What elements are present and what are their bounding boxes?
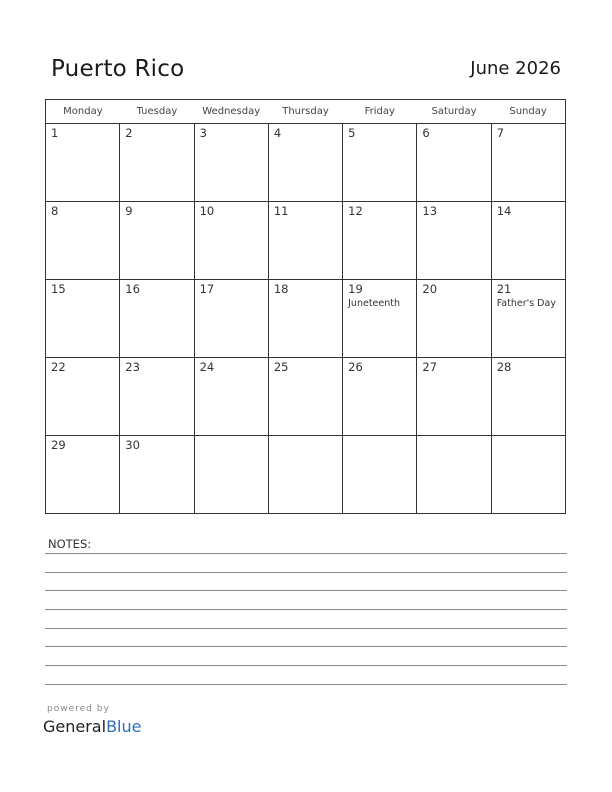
day-cell[interactable] <box>194 124 268 202</box>
day-cell[interactable] <box>194 280 268 358</box>
day-cell-content <box>492 202 565 221</box>
day-cell-content <box>492 436 565 442</box>
day-cell-content <box>195 358 268 377</box>
weekday-saturday: Saturday <box>417 100 491 124</box>
weekday-tuesday: Tuesday <box>120 100 194 124</box>
day-cell[interactable] <box>194 202 268 280</box>
week-row <box>46 202 566 280</box>
day-number: 11 <box>273 204 289 218</box>
day-cell-content <box>343 124 416 143</box>
day-cell[interactable] <box>46 436 120 514</box>
day-cell-content <box>343 436 416 442</box>
holiday-label: Juneteenth <box>348 298 400 309</box>
day-number: 4 <box>273 126 282 140</box>
day-cell-content <box>46 358 119 377</box>
day-cell[interactable] <box>268 280 342 358</box>
day-cell-content <box>492 124 565 143</box>
week-row <box>46 124 566 202</box>
day-cell-content <box>269 280 342 299</box>
notes-line <box>45 590 567 591</box>
day-number: 25 <box>273 360 289 374</box>
day-number: 9 <box>125 204 133 218</box>
day-number: 24 <box>199 360 215 374</box>
day-cell[interactable] <box>343 202 417 280</box>
day-cell-content <box>343 358 416 377</box>
day-cell[interactable] <box>491 202 565 280</box>
day-cell[interactable] <box>120 124 194 202</box>
day-number: 22 <box>51 360 66 374</box>
day-cell[interactable] <box>120 436 194 514</box>
day-cell-content <box>492 358 565 377</box>
day-cell[interactable] <box>417 436 491 514</box>
month-title: June 2026 <box>470 58 561 79</box>
day-cell[interactable] <box>46 280 120 358</box>
day-cell[interactable] <box>268 124 342 202</box>
day-number: 16 <box>125 282 140 296</box>
day-number: 30 <box>125 438 140 452</box>
weekday-thursday: Thursday <box>268 100 342 124</box>
day-cell-content <box>46 436 119 455</box>
day-cell-content <box>343 280 416 312</box>
notes-line <box>45 684 567 685</box>
day-cell[interactable] <box>491 280 565 358</box>
week-row <box>46 358 566 436</box>
day-number: 19 <box>348 282 363 296</box>
day-number: 27 <box>422 360 438 374</box>
day-cell[interactable] <box>417 358 491 436</box>
day-cell[interactable] <box>120 202 194 280</box>
day-number: 1 <box>51 126 59 140</box>
day-cell-content <box>195 202 268 221</box>
day-number: 28 <box>496 360 512 374</box>
calendar-grid <box>45 99 566 514</box>
day-cell-content <box>417 436 490 442</box>
day-cell[interactable] <box>46 358 120 436</box>
day-cell[interactable] <box>417 124 491 202</box>
day-cell[interactable] <box>417 202 491 280</box>
day-cell-content <box>269 358 342 377</box>
day-cell[interactable] <box>120 358 194 436</box>
day-cell[interactable] <box>417 280 491 358</box>
day-cell[interactable] <box>343 436 417 514</box>
day-cell[interactable] <box>343 124 417 202</box>
day-number: 21 <box>496 282 512 296</box>
day-cell-content <box>46 124 119 143</box>
day-cell[interactable] <box>343 280 417 358</box>
day-number: 3 <box>199 126 207 140</box>
day-number: 10 <box>199 204 215 218</box>
day-cell-content <box>120 124 193 143</box>
day-cell-content <box>417 202 490 221</box>
day-cell[interactable] <box>194 436 268 514</box>
weekday-friday: Friday <box>343 100 417 124</box>
day-cell-content <box>492 280 565 312</box>
day-number: 12 <box>348 204 363 218</box>
day-cell[interactable] <box>120 280 194 358</box>
day-number: 18 <box>273 282 289 296</box>
day-cell-content <box>269 202 342 221</box>
day-cell[interactable] <box>343 358 417 436</box>
day-cell-content <box>195 124 268 143</box>
day-cell-content <box>120 202 193 221</box>
day-number: 20 <box>422 282 438 296</box>
notes-line <box>45 572 567 573</box>
day-cell-content <box>120 280 193 299</box>
day-number: 15 <box>51 282 66 296</box>
weekday-monday: Monday <box>46 100 120 124</box>
day-cell[interactable] <box>491 358 565 436</box>
day-number: 5 <box>348 126 356 140</box>
week-row <box>46 436 566 514</box>
day-cell-content <box>269 124 342 143</box>
weekday-sunday: Sunday <box>491 100 565 124</box>
day-cell[interactable] <box>194 358 268 436</box>
holiday-label: Father's Day <box>496 298 556 309</box>
brand-blue: Blue <box>106 717 142 736</box>
country-title: Puerto Rico <box>51 56 185 82</box>
day-number: 2 <box>125 126 133 140</box>
brand-general: General <box>43 717 107 736</box>
powered-by-text: powered by <box>47 704 110 714</box>
day-cell-content <box>417 358 490 377</box>
day-cell-content <box>120 358 193 377</box>
notes-line <box>45 665 567 666</box>
brand-logo[interactable] <box>43 717 141 736</box>
day-number: 17 <box>199 282 215 296</box>
notes-line <box>45 646 567 647</box>
day-cell-content <box>417 280 490 299</box>
day-cell-content <box>46 280 119 299</box>
day-cell-content <box>269 436 342 442</box>
week-row <box>46 280 566 358</box>
day-cell[interactable] <box>491 124 565 202</box>
day-number: 8 <box>51 204 59 218</box>
day-cell[interactable] <box>268 358 342 436</box>
day-cell-content <box>417 124 490 143</box>
day-number: 23 <box>125 360 140 374</box>
notes-line <box>45 628 567 629</box>
day-cell-content <box>195 280 268 299</box>
day-number: 29 <box>51 438 66 452</box>
day-cell[interactable] <box>268 436 342 514</box>
day-cell[interactable] <box>46 202 120 280</box>
day-cell[interactable] <box>46 124 120 202</box>
day-cell-content <box>195 436 268 442</box>
weekday-wednesday: Wednesday <box>194 100 268 124</box>
day-number: 14 <box>496 204 512 218</box>
day-cell-content <box>343 202 416 221</box>
day-number: 13 <box>422 204 438 218</box>
notes-line <box>45 609 567 610</box>
day-cell[interactable] <box>491 436 565 514</box>
notes-line <box>45 553 567 554</box>
day-number: 26 <box>348 360 363 374</box>
day-cell-content <box>46 202 119 221</box>
notes-label: NOTES: <box>48 537 92 551</box>
day-cell-content <box>120 436 193 455</box>
day-number: 7 <box>496 126 505 140</box>
weekday-header-row <box>46 100 566 124</box>
day-number: 6 <box>422 126 430 140</box>
day-cell[interactable] <box>268 202 342 280</box>
